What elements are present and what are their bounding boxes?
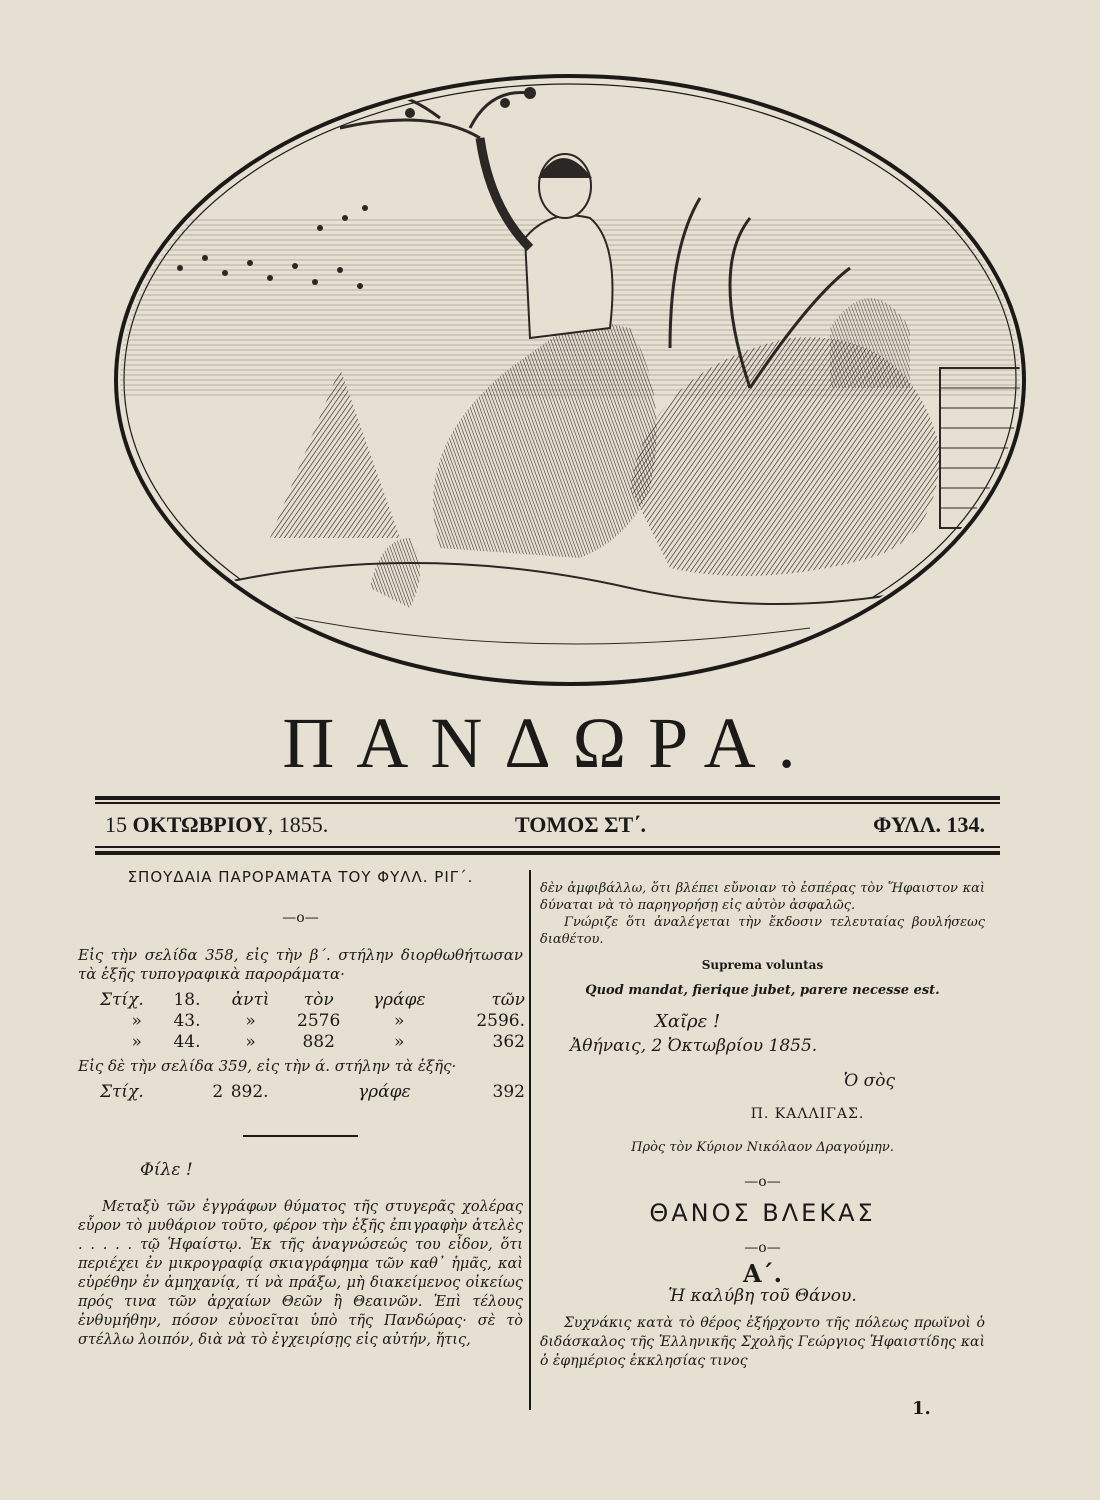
addressee: Πρὸς τὸν Κύριον Νικόλαον Δραγούμην.: [631, 1140, 894, 1155]
chapter-number: Α΄.: [743, 1259, 782, 1288]
farewell: Χαῖρε !: [655, 1011, 721, 1032]
signature-name: Π. ΚΑΛΛΙΓΑΣ.: [750, 1106, 865, 1122]
left-column: [78, 868, 523, 1350]
volume-number: ΤΟΜΟΣ ΣΤ΄.: [515, 812, 647, 837]
masthead-engraving: [110, 68, 1030, 698]
separator: —o—: [744, 1240, 781, 1256]
masthead-title: ΠΑΝΔΩΡΑ.: [282, 703, 818, 783]
column-divider: [529, 870, 531, 1410]
table-row: Στίχ. 18. ἀντὶ τὸν γράφε τῶν: [100, 990, 525, 1010]
engraving-illustration: [110, 68, 1030, 698]
errata-intro-2: Εἰς δὲ τὴν σελίδα 359, εἰς τὴν ά. στήλην τὰ ἑξῆς·: [78, 1057, 457, 1075]
story-body: Συχνάκις κατὰ τὸ θέρος ἐξήρχοντο τῆς πόλεως πρωϊνοὶ ὁ διδάσκαλος τῆς Ἑλληνικῆς Σχολῆς Γεώργιος Ἡφαιστίδης καὶ ὁ ἐφημέριος ἐκκλησίας τινος: [540, 1315, 985, 1369]
top-thick-rule: [95, 796, 1000, 800]
table-row: » 44. » 882 » 362: [131, 1032, 525, 1052]
place-date: Ἀθήναις, 2 Ὀκτωβρίου 1855.: [570, 1036, 818, 1056]
story-title: ΘΑΝΟΣ ΒΛΕΚΑΣ: [649, 1199, 876, 1227]
signature-line: Ὁ σὸς: [843, 1071, 895, 1091]
bottom-thick-rule: [95, 851, 1000, 855]
bottom-thin-rule: [95, 846, 1000, 848]
errata-table: [100, 990, 525, 1053]
page-number: 1.: [912, 1398, 931, 1419]
errata-table-2: [100, 1082, 525, 1103]
right-column: [540, 880, 985, 1371]
letter-salutation: Φίλε !: [140, 1160, 193, 1180]
letter-continuation-2: Γνώριζε ὅτι ἀναλέγεται τὴν ἔκδοσιν τελευταίας βουλήσεως διαθέτου.: [540, 915, 985, 947]
top-thin-rule: [95, 802, 1000, 804]
chapter-title: Ἡ καλύβη τοῦ Θάνου.: [668, 1286, 857, 1306]
latin-heading: Suprema voluntas: [701, 958, 824, 972]
issue-number: ΦΥΛΛ. 134.: [873, 812, 985, 837]
errata-intro: Εἰς τὴν σελίδα 358, εἰς τὴν β΄. στήλην διορθωθήτωσαν τὰ ἑξῆς τυπογραφικὰ παροράματα·: [78, 946, 523, 983]
issue-date: 15 ΟΚΤΩΒΡΙΟΥ, 1855.: [105, 812, 329, 837]
separator: —o—: [744, 1174, 781, 1190]
separator: —o—: [282, 910, 319, 926]
table-row: » 43. » 2576 » 2596.: [131, 1011, 525, 1031]
latin-motto: Quod mandat, fierique jubet, parere necesse est.: [585, 983, 940, 998]
letter-continuation: δὲν ἀμφιβάλλω, ὅτι βλέπει εὔνοιαν τὸ ἑσπέρας τὸν Ἥφαιστον καὶ δύναται νὰ τὸ παρηγορήσῃ εἰς αὐτὸν ἀσφαλῶς.: [540, 881, 985, 913]
short-rule: [243, 1135, 358, 1137]
table-row: Στίχ. 2 892. γράφε 392: [100, 1082, 525, 1102]
letter-body: Μεταξὺ τῶν ἐγγράφων θύματος τῆς στυγερᾶς χολέρας εὗρον τὸ μυθάριον τοῦτο, φέρον τὴν ἑξῆς ἐπιγραφὴν ἀτελὲς . . . . . τῷ Ἡφαίστῳ. Ἐκ τῆς ἀναγνώσεώς του εἶδον, ὅτι περιέχει ἐν μικρογραφίᾳ σκιαγράφημα τῶν καθ᾽ ἡμᾶς, καὶ εὑρέθην ἐν ἀμηχανίᾳ, τί νὰ πράξω, μὴ διακείμενος οἰκείως πρός τινα τῶν ἀρχαίων Θεῶν ἢ Θεαινῶν. Ἐπὶ τέλους ἐνθυμήθην, πόσον εὐνοεῖται ὑπὸ τῆς Πανδώρας· σὲ τὸ στέλλω λοιπόν, διὰ νὰ τὸ ἐγχειρίσῃς εἰς αὐτήν, ἥτις,: [78, 1199, 523, 1348]
errata-heading: ΣΠΟΥΔΑΙΑ ΠΑΡΟΡΑΜΑΤΑ ΤΟΥ ΦΥΛΛ. ΡΙΓ΄.: [127, 868, 474, 886]
dateline: [105, 812, 985, 842]
